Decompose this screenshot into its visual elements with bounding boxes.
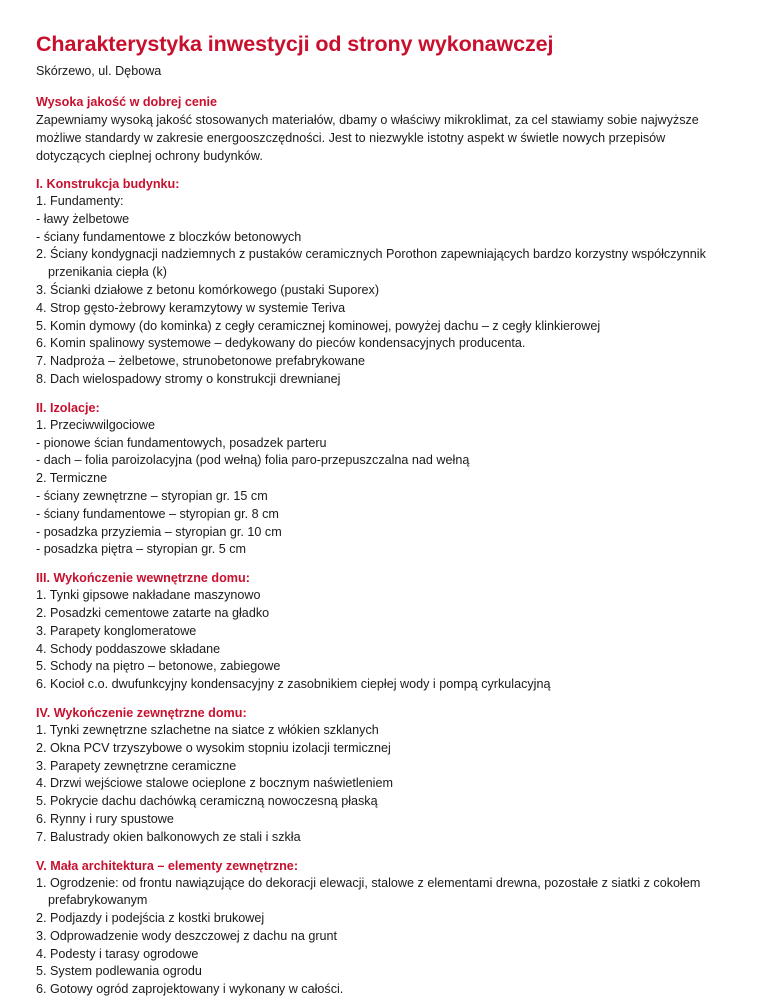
section-lines [36,193,732,389]
section-small-architecture [36,857,732,999]
section-heading: V. Mała architektura – elementy zewnętrzne: [36,857,732,875]
section-heading: III. Wykończenie wewnętrzne domu: [36,569,732,587]
intro-section [36,93,732,165]
section-construction [36,175,732,389]
list-item: - ściany zewnętrzne – styropian gr. 15 cm [36,488,732,506]
section-heading: IV. Wykończenie zewnętrzne domu: [36,704,732,722]
list-item: 8. Dach wielospadowy stromy o konstrukcji drewnianej [36,371,732,389]
section-exterior-finish [36,704,732,847]
list-item: 6. Komin spalinowy systemowe – dedykowany do pieców kondensacyjnych producenta. [36,335,732,353]
intro-text: Zapewniamy wysoką jakość stosowanych materiałów, dbamy o właściwy mikroklimat, za cel stawiamy sobie najwyższe możliwe standardy w zakresie energooszczędności. Jest to niezwykle istotny aspekt w świetle nowych przepisów dotyczących cieplnej ochrony budynków. [36,111,732,165]
list-item: 5. Komin dymowy (do kominka) z cegły ceramicznej kominowej, powyżej dachu – z cegły klinkierowej [36,318,732,336]
list-item: - ściany fundamentowe – styropian gr. 8 cm [36,506,732,524]
list-item: 6. Rynny i rury spustowe [36,811,732,829]
list-item: 2. Termiczne [36,470,732,488]
intro-heading: Wysoka jakość w dobrej cenie [36,93,732,111]
list-item: 2. Okna PCV trzyszybowe o wysokim stopniu izolacji termicznej [36,740,732,758]
list-item: 4. Drzwi wejściowe stalowe ocieplone z bocznym naświetleniem [36,775,732,793]
section-heading: I. Konstrukcja budynku: [36,175,732,193]
list-item: - posadzka piętra – styropian gr. 5 cm [36,541,732,559]
list-item: 5. Schody na piętro – betonowe, zabiegowe [36,658,732,676]
section-lines [36,722,732,847]
list-item: 1. Fundamenty: [36,193,732,211]
page-subtitle: Skórzewo, ul. Dębowa [36,62,732,80]
list-item: 6. Gotowy ogród zaprojektowany i wykonany w całości. [36,981,732,999]
list-item: 5. System podlewania ogrodu [36,963,732,981]
list-item: 2. Ściany kondygnacji nadziemnych z pustaków ceramicznych Porothon zapewniających bardzo korzystny współczynnik przenikania ciepła (k) [36,246,732,282]
list-item: 4. Schody poddaszowe składane [36,641,732,659]
section-insulation [36,399,732,559]
list-item: - dach – folia paroizolacyjna (pod wełną) folia paro-przepuszczalna nad wełną [36,452,732,470]
list-item: 1. Tynki zewnętrzne szlachetne na siatce z włókien szklanych [36,722,732,740]
list-item: - pionowe ścian fundamentowych, posadzek parteru [36,435,732,453]
page-title: Charakterystyka inwestycji od strony wykonawczej [36,30,732,58]
list-item: 7. Balustrady okien balkonowych ze stali i szkła [36,829,732,847]
list-item: 3. Ścianki działowe z betonu komórkowego (pustaki Suporex) [36,282,732,300]
list-item: 1. Ogrodzenie: od frontu nawiązujące do dekoracji elewacji, stalowe z elementami drewna, pozostałe z siatki z cokołem prefabrykowanym [36,875,732,911]
list-item: 2. Podjazdy i podejścia z kostki brukowej [36,910,732,928]
section-lines [36,587,732,694]
list-item: 6. Kocioł c.o. dwufunkcyjny kondensacyjny z zasobnikiem ciepłej wody i pompą cyrkulacyjną [36,676,732,694]
list-item: 1. Przeciwwilgociowe [36,417,732,435]
list-item: 4. Strop gęsto-żebrowy keramzytowy w systemie Teriva [36,300,732,318]
section-interior-finish [36,569,732,694]
section-lines [36,875,732,999]
list-item: 3. Parapety zewnętrzne ceramiczne [36,758,732,776]
list-item: 1. Tynki gipsowe nakładane maszynowo [36,587,732,605]
list-item: 5. Pokrycie dachu dachówką ceramiczną nowoczesną płaską [36,793,732,811]
section-heading: II. Izolacje: [36,399,732,417]
list-item: - posadzka przyziemia – styropian gr. 10 cm [36,524,732,542]
list-item: - ściany fundamentowe z bloczków betonowych [36,229,732,247]
list-item: 3. Parapety konglomeratowe [36,623,732,641]
list-item: - ławy żelbetowe [36,211,732,229]
section-lines [36,417,732,559]
list-item: 2. Posadzki cementowe zatarte na gładko [36,605,732,623]
list-item: 3. Odprowadzenie wody deszczowej z dachu na grunt [36,928,732,946]
list-item: 4. Podesty i tarasy ogrodowe [36,946,732,964]
list-item: 7. Nadproża – żelbetowe, strunobetonowe prefabrykowane [36,353,732,371]
